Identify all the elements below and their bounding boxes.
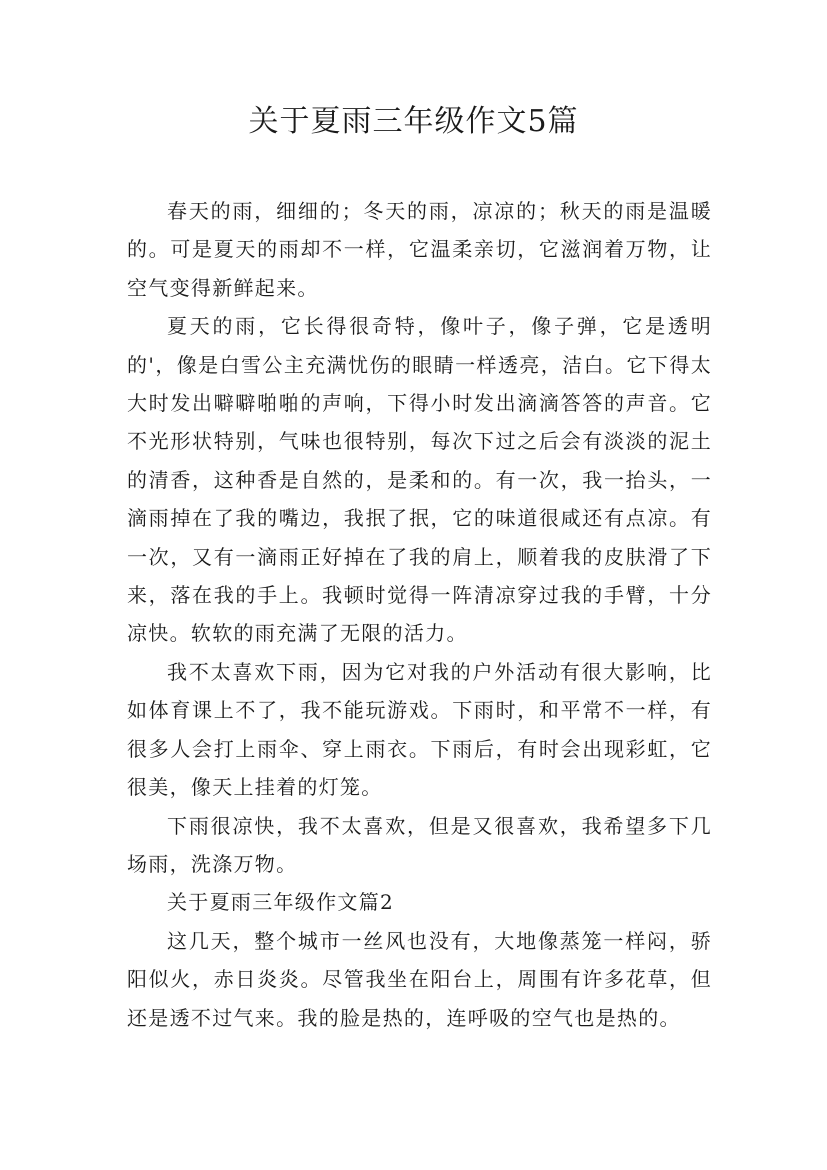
paragraph: 这几天，整个城市一丝风也没有，大地像蒸笼一样闷，骄阳似火，赤日炎炎。尽管我坐在阳台上，周围有许多花草，但还是透不过气来。我的脸是热的，连呼吸的空气也是热的。 <box>127 928 712 1030</box>
paragraph: 我不太喜欢下雨，因为它对我的户外活动有很大影响，比如体育课上不了，我不能玩游戏。下雨时，和平常不一样，有很多人会打上雨伞、穿上雨衣。下雨后，有时会出现彩虹，它很美，像天上挂着的灯笼。 <box>127 659 712 800</box>
section-heading: 关于夏雨三年级作文篇2 <box>167 890 395 915</box>
document-body <box>127 192 712 1037</box>
paragraph: 下雨很凉快，我不太喜欢，但是又很喜欢，我希望多下几场雨，洗涤万物。 <box>127 813 712 876</box>
document-title: 关于夏雨三年级作文5篇 <box>248 104 579 139</box>
paragraph: 夏天的雨，它长得很奇特，像叶子，像子弹，它是透明的'，像是白雪公主充满忧伤的眼睛一样透亮，洁白。它下得太大时发出噼噼啪啪的声响，下得小时发出滴滴答答的声音。它不光形状特别，气味也很特别，每次下过之后会有淡淡的泥土的清香，这种香是自然的，是柔和的。有一次，我一抬头，一滴雨掉在了我的嘴边，我抿了抿，它的味道很咸还有点凉。有一次，又有一滴雨正好掉在了我的肩上，顺着我的皮肤滑了下来，落在我的手上。我顿时觉得一阵清凉穿过我的手臂，十分凉快。软软的雨充满了无限的活力。 <box>127 314 712 646</box>
paragraph: 春天的雨，细细的；冬天的雨，凉凉的；秋天的雨是温暖的。可是夏天的雨却不一样，它温柔亲切，它滋润着万物，让空气变得新鲜起来。 <box>127 199 712 300</box>
